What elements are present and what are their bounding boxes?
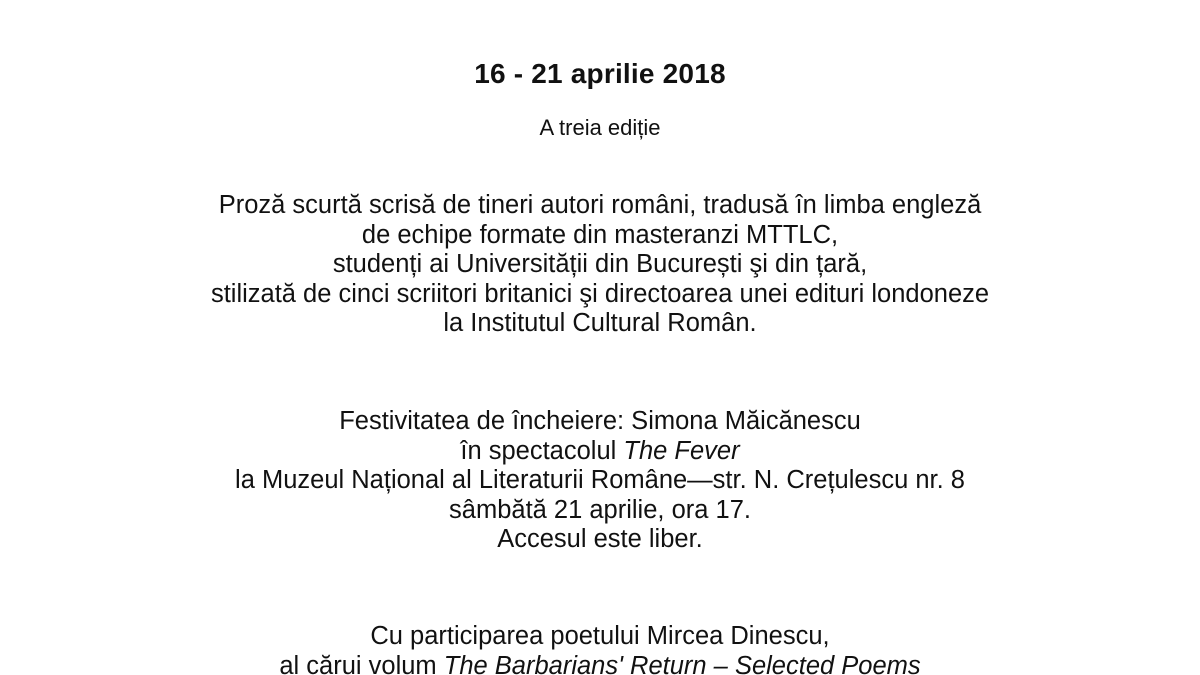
- volume-prefix: al cărui volum: [279, 651, 444, 675]
- participation-paragraph: [0, 622, 1200, 675]
- show-prefix: în spectacolul: [460, 436, 624, 465]
- venue-line: la Muzeul Național al Literaturii Române—str. N. Crețulescu nr. 8: [235, 466, 965, 494]
- datetime-line: sâmbătă 21 aprilie, ora 17.: [449, 495, 751, 524]
- intro-line: stilizată de cinci scriitori britanici şi directoarea unei edituri londoneze: [210, 279, 990, 308]
- show-line: [0, 437, 1200, 467]
- participation-line: Cu participarea poetului Mircea Dinescu,: [370, 622, 830, 650]
- event-dates: 16 - 21 aprilie 2018: [474, 58, 726, 89]
- access-line: Accesul este liber.: [497, 525, 703, 553]
- volume-title: The Barbarians' Return – Selected Poems: [443, 651, 921, 675]
- closing-ceremony-paragraph: [0, 407, 1200, 555]
- intro-line: de echipe formate din masteranzi MTTLC,: [361, 220, 839, 249]
- volume-line: [0, 652, 1200, 675]
- intro-line: studenți ai Universității din București şi din țară,: [332, 250, 868, 278]
- intro-paragraph: [0, 191, 1200, 339]
- edition-label: A treia ediție: [539, 115, 661, 140]
- intro-line: la Institutul Cultural Român.: [443, 309, 757, 337]
- closing-line: Festivitatea de încheiere: Simona Măicănescu: [339, 407, 861, 435]
- show-title: The Fever: [623, 436, 740, 465]
- intro-line: Proză scurtă scrisă de tineri autori români, tradusă în limba engleză: [218, 191, 982, 219]
